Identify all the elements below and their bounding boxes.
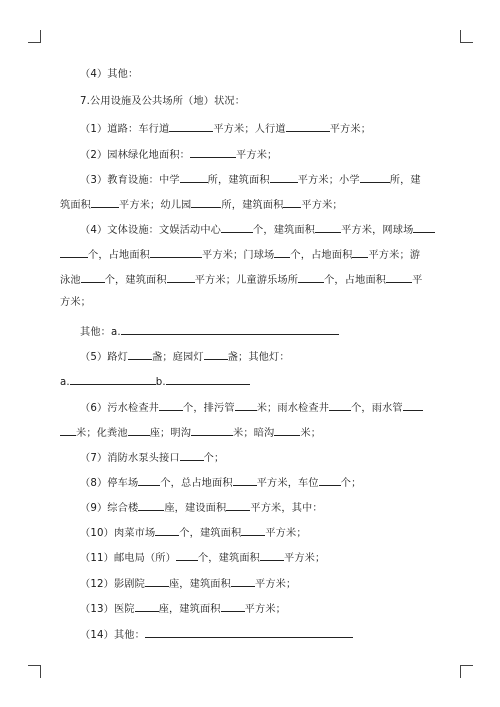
blank-field[interactable]	[155, 524, 179, 536]
crop-mark-top-left	[28, 30, 41, 43]
line-text: 座，建筑面积	[158, 604, 221, 615]
line-text: （4）其他：	[80, 69, 139, 80]
line-text: （4）文体设施：文娱活动中心	[80, 225, 222, 236]
document-line	[80, 68, 460, 82]
line-text: （14）其他：	[80, 630, 145, 641]
blank-field[interactable]	[352, 246, 368, 258]
line-text: 座，建筑面积	[168, 579, 231, 590]
blank-field[interactable]	[167, 271, 195, 283]
document-line	[80, 626, 460, 643]
document-line	[80, 171, 460, 188]
line-text: 个，排污管	[183, 403, 235, 414]
line-text: 个，建筑面积	[253, 225, 316, 236]
blank-field[interactable]	[169, 120, 213, 132]
line-text: 平方米；人行道	[213, 124, 286, 135]
line-text: 平方米，其中：	[250, 503, 323, 514]
line-text: 座，建设面积	[164, 503, 227, 514]
blank-field[interactable]	[241, 524, 265, 536]
document-line	[80, 95, 460, 109]
blank-field[interactable]	[145, 575, 169, 587]
blank-field[interactable]	[235, 399, 257, 411]
blank-field[interactable]	[138, 474, 160, 486]
blank-field[interactable]	[298, 271, 324, 283]
document-line	[60, 296, 440, 310]
blank-field[interactable]	[60, 246, 88, 258]
line-text: 个，占地面积	[290, 250, 353, 261]
line-text: 7.公用设施及公共场所（地）状况：	[80, 96, 246, 107]
document-line	[80, 600, 460, 617]
line-text: 所，建筑面积	[207, 175, 270, 186]
line-text: （7）消防水泵头接口	[80, 453, 180, 464]
line-text: （1）道路：车行道	[80, 124, 170, 135]
blank-field[interactable]	[231, 575, 255, 587]
blank-field[interactable]	[180, 449, 204, 461]
line-text: （8）停车场	[80, 478, 139, 489]
line-text: a.	[60, 377, 70, 388]
line-text: （11）邮电局（所）	[80, 553, 176, 564]
line-text: （13）医院	[80, 604, 135, 615]
blank-field[interactable]	[150, 246, 202, 258]
document-line	[80, 499, 460, 516]
blank-field[interactable]	[260, 549, 284, 561]
line-text: 个；	[203, 453, 225, 464]
blank-field[interactable]	[81, 271, 105, 283]
blank-field[interactable]	[221, 600, 245, 612]
line-text: 个，总占地面积	[160, 478, 233, 489]
blank-field[interactable]	[138, 499, 164, 511]
blank-field[interactable]	[191, 196, 221, 208]
line-text: 平方米；门球场	[202, 250, 275, 261]
blank-field[interactable]	[159, 399, 183, 411]
line-text: 平方米；	[329, 124, 372, 135]
line-text: 个，占地面积	[88, 250, 151, 261]
blank-field[interactable]	[226, 499, 250, 511]
document-line	[80, 146, 460, 163]
document-line	[60, 373, 440, 390]
blank-field[interactable]	[91, 196, 119, 208]
line-text: （2）园林绿化地面积：	[80, 150, 191, 161]
line-text: 平方米；	[244, 604, 287, 615]
document-line	[80, 348, 460, 365]
line-text: （6）污水检查井	[80, 403, 159, 414]
line-text: 座；明沟	[149, 428, 192, 439]
line-text: 米；化粪池	[76, 428, 128, 439]
blank-field[interactable]	[135, 600, 159, 612]
line-text: 平方米；	[236, 150, 278, 161]
line-text: 方米；	[60, 297, 92, 308]
line-text: 平方米；小学	[297, 175, 360, 186]
document-line	[80, 399, 460, 416]
line-text: （9）综合楼	[80, 503, 139, 514]
line-text: 其他：a.	[80, 327, 121, 338]
line-text: 个，占地面积	[324, 275, 387, 286]
line-text: 所，建	[389, 175, 421, 186]
blank-field[interactable]	[121, 323, 339, 335]
blank-field[interactable]	[191, 424, 233, 436]
document-line	[60, 196, 440, 213]
line-text: 个，建筑面积	[104, 275, 167, 286]
blank-field[interactable]	[166, 373, 250, 385]
line-text: 平方米；	[254, 579, 297, 590]
line-text: 米；暗沟	[233, 428, 275, 439]
blank-field[interactable]	[360, 171, 390, 183]
line-text: 个，雨水管	[351, 403, 403, 414]
line-text: b.	[155, 377, 166, 388]
line-text: （12）影剧院	[80, 579, 145, 590]
line-text: 所，建筑面积	[221, 200, 284, 211]
blank-field[interactable]	[319, 474, 341, 486]
line-text: 平方米，网球场	[341, 225, 414, 236]
blank-field[interactable]	[145, 626, 353, 638]
crop-mark-top-right	[460, 30, 473, 43]
crop-mark-bottom-right	[460, 665, 473, 678]
document-line	[60, 424, 440, 441]
document-line	[80, 524, 460, 541]
blank-field[interactable]	[403, 399, 423, 411]
blank-field[interactable]	[386, 271, 412, 283]
line-text: 平方米；	[301, 200, 343, 211]
line-text: 平	[412, 275, 423, 286]
line-text: 平方米，车位	[256, 478, 319, 489]
blank-field[interactable]	[274, 246, 290, 258]
blank-field[interactable]	[128, 424, 150, 436]
document-line	[80, 474, 460, 491]
line-text: （5）路灯	[80, 352, 128, 363]
document-line	[60, 246, 440, 263]
line-text: 盏；庭园灯	[151, 352, 204, 363]
line-text: 平方米；儿童游乐场所	[194, 275, 299, 286]
document-line	[80, 449, 460, 466]
blank-field[interactable]	[221, 221, 253, 233]
document-line	[80, 549, 460, 566]
line-text: 筑面积	[60, 200, 92, 211]
document-line	[80, 221, 460, 238]
document-line	[80, 575, 460, 592]
line-text: 个，建筑面积	[197, 553, 260, 564]
line-text: 米；雨水检查井	[256, 403, 330, 414]
line-text: 泳池	[60, 275, 81, 286]
blank-field[interactable]	[204, 348, 228, 360]
document-line	[60, 271, 440, 288]
blank-field[interactable]	[329, 399, 351, 411]
line-text: （3）教育设施：中学	[80, 175, 180, 186]
document-line	[80, 323, 460, 340]
blank-field[interactable]	[176, 549, 198, 561]
line-text: 平方米；游	[368, 250, 421, 261]
line-text: 个，建筑面积	[179, 528, 242, 539]
line-text: 米；	[300, 428, 322, 439]
line-text: （10）肉菜市场	[80, 528, 156, 539]
line-text: 平方米；	[284, 553, 326, 564]
blank-field[interactable]	[286, 120, 330, 132]
blank-field[interactable]	[274, 424, 300, 436]
line-text: 平方米；	[265, 528, 307, 539]
blank-field[interactable]	[283, 196, 301, 208]
blank-field[interactable]	[70, 373, 156, 385]
blank-field[interactable]	[180, 171, 208, 183]
blank-field[interactable]	[60, 424, 76, 436]
document-line	[80, 120, 460, 137]
blank-field[interactable]	[190, 146, 236, 158]
line-text: 个；	[340, 478, 362, 489]
line-text: 平方米；幼儿园	[119, 200, 192, 211]
line-text: 盏；其他灯：	[227, 352, 290, 363]
crop-mark-bottom-left	[28, 665, 41, 678]
blank-field[interactable]	[315, 221, 341, 233]
blank-field[interactable]	[413, 221, 435, 233]
blank-field[interactable]	[233, 474, 257, 486]
blank-field[interactable]	[270, 171, 298, 183]
blank-field[interactable]	[128, 348, 152, 360]
